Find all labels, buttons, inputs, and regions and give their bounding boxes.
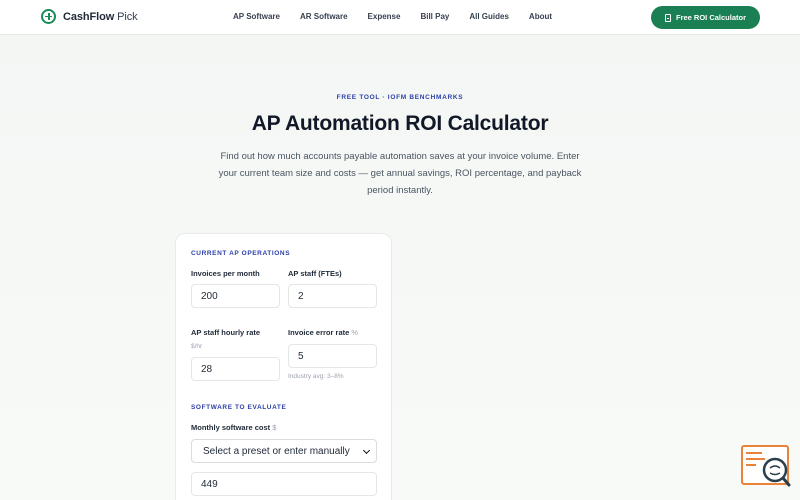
- hourly-rate-input[interactable]: 28: [191, 357, 280, 381]
- logo-bold: CashFlow: [63, 10, 115, 23]
- main-nav: [233, 12, 572, 21]
- error-rate-label-text: Invoice error rate: [288, 328, 350, 337]
- hero-subtitle: Find out how much accounts payable automation saves at your invoice volume. Enter your current team size and costs — get annual savings, ROI percentage, and payback period instantly.: [218, 151, 582, 196]
- page-title: AP Automation ROI Calculator: [251, 112, 549, 135]
- ap-staff-label: AP staff (FTEs): [288, 269, 342, 278]
- monthly-cost-label-text: Monthly software cost: [191, 423, 271, 432]
- error-rate-unit: %: [351, 328, 359, 337]
- monthly-cost-label: [191, 423, 276, 432]
- preset-selected-value: Select a preset or enter manually: [203, 445, 350, 457]
- error-rate-hint: Industry avg: 3–8%: [288, 373, 344, 380]
- section-current-ap-operations: CURRENT AP OPERATIONS: [191, 250, 291, 257]
- nav-expense[interactable]: Expense: [367, 12, 401, 21]
- hourly-rate-label: AP staff hourly rate: [191, 328, 261, 337]
- cta-label: Free ROI Calculator: [675, 13, 747, 22]
- software-preset-select[interactable]: [191, 439, 377, 463]
- hourly-rate-unit: $/hr: [191, 343, 203, 350]
- section-software-to-evaluate: SOFTWARE TO EVALUATE: [191, 404, 287, 411]
- invoices-per-month-input[interactable]: 200: [191, 284, 280, 308]
- ap-staff-input[interactable]: 2: [288, 284, 377, 308]
- logo-light: Pick: [114, 10, 138, 23]
- calculator-form-card: [175, 233, 392, 500]
- error-rate-label: [288, 328, 358, 337]
- nav-about[interactable]: About: [528, 12, 553, 21]
- error-rate-input[interactable]: 5: [288, 344, 377, 368]
- nav-ap-software[interactable]: AP Software: [233, 12, 280, 21]
- logo-text: [63, 11, 138, 23]
- monthly-cost-input[interactable]: 449: [191, 472, 377, 496]
- free-roi-calculator-button[interactable]: [651, 6, 760, 29]
- hero-eyebrow: FREE TOOL · IOFM BENCHMARKS: [336, 94, 464, 101]
- chevron-down-icon: [363, 447, 370, 454]
- search-chat-widget-icon[interactable]: [741, 445, 791, 487]
- nav-ar-software[interactable]: AR Software: [299, 12, 348, 21]
- calculator-icon: [665, 14, 671, 22]
- monthly-cost-unit: $: [272, 423, 277, 432]
- plus-circle-logo-icon: [41, 9, 56, 24]
- logo[interactable]: [41, 9, 138, 24]
- nav-all-guides[interactable]: All Guides: [469, 12, 509, 21]
- invoices-per-month-label: Invoices per month: [191, 269, 260, 278]
- nav-bill-pay[interactable]: Bill Pay: [420, 12, 450, 21]
- site-header: [0, 0, 800, 35]
